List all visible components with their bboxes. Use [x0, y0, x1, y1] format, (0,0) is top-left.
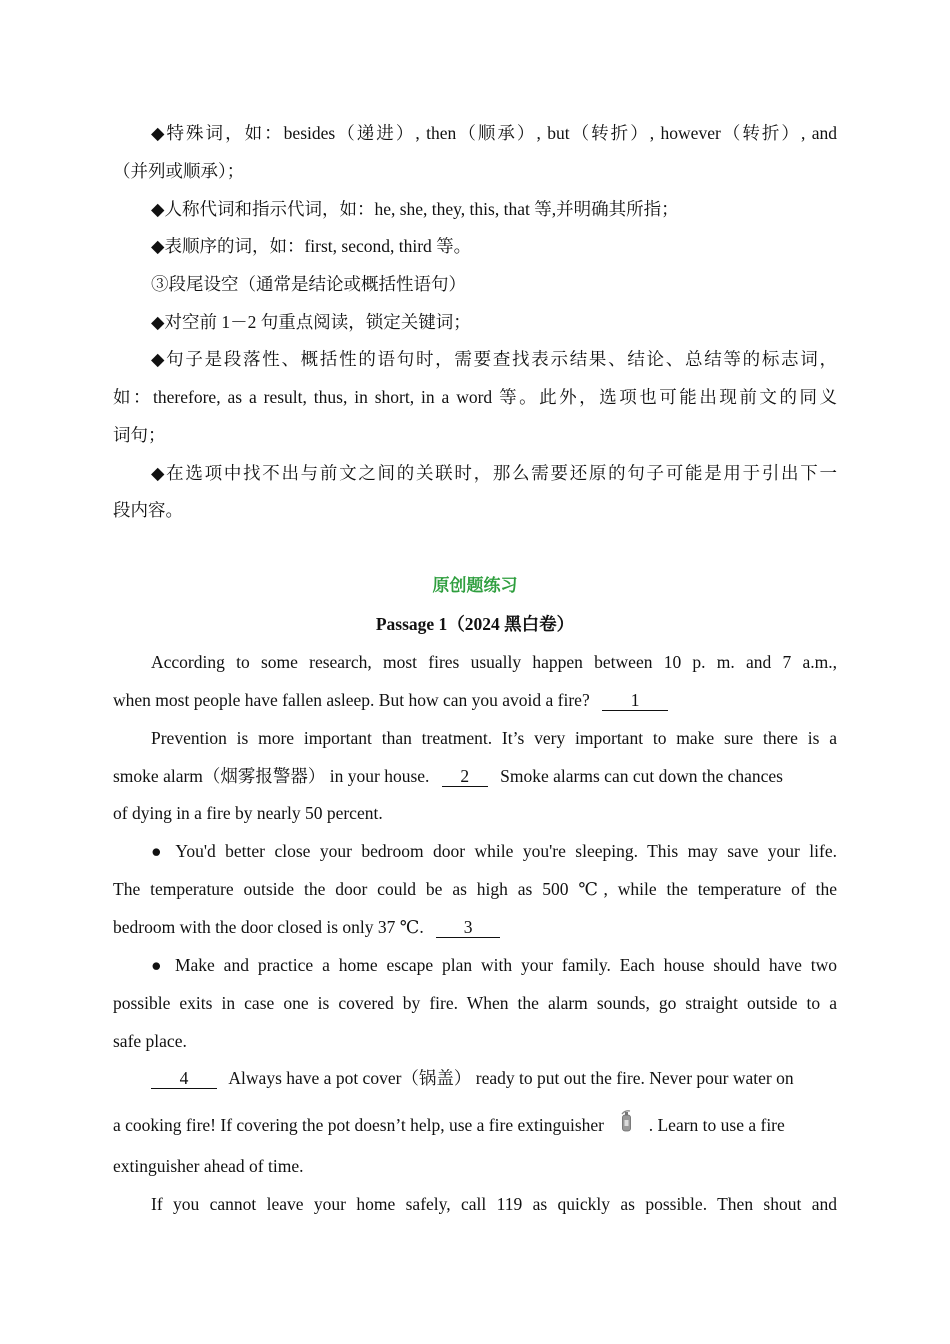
- passage-paragraph-6: If you cannot leave your home safely, call 119 as quickly as possible. Then shout and: [151, 1194, 837, 1214]
- section-title: 原创题练习: [432, 576, 518, 595]
- passage-text: . Learn to use a fire: [648, 1115, 785, 1135]
- tip-end-blank-heading: ③段尾设空（通常是结论或概括性语句）: [151, 274, 466, 294]
- passage-paragraph-2-cont: [113, 764, 837, 788]
- passage-paragraph-4: ● Make and practice a home escape plan with your family. Each house should have two: [151, 955, 837, 975]
- passage-paragraph-5-end: extinguisher ahead of time.: [113, 1156, 304, 1176]
- tip-no-link-cont: 段内容。: [113, 500, 183, 520]
- passage-text: bedroom with the door closed is only 37 ℃.: [113, 917, 424, 937]
- tip-order-words: ◆表顺序的词，如：first, second, third 等。: [151, 236, 472, 256]
- blank-4[interactable]: 4: [151, 1068, 217, 1089]
- blank-1[interactable]: 1: [602, 690, 668, 711]
- passage-paragraph-4-end: safe place.: [113, 1031, 187, 1051]
- passage-title: Passage 1（2024 黑白卷）: [375, 614, 575, 634]
- passage-paragraph-5: [151, 1066, 837, 1090]
- passage-text: Smoke alarms can cut down the chances: [500, 766, 783, 786]
- passage-paragraph-2: Prevention is more important than treatment. It’s very important to make sure there is a: [151, 728, 837, 748]
- passage-paragraph-1-cont: [113, 688, 837, 712]
- passage-paragraph-4-cont: possible exits in case one is covered by fire. When the alarm sounds, go straight outside to a: [113, 993, 837, 1013]
- tip-read-before: ◆对空前 1－2 句重点阅读，锁定关键词；: [151, 312, 471, 332]
- tip-summary-cont: 如：therefore, as a result, thus, in short, in a word 等。此外，选项也可能出现前文的同义: [113, 387, 837, 407]
- blank-2[interactable]: 2: [442, 766, 488, 787]
- blank-3[interactable]: 3: [436, 917, 500, 938]
- tip-special-words: ◆特殊词，如：besides（递进）, then（顺承）, but（转折）, however（转折）, and: [151, 123, 837, 143]
- passage-text: Always have a pot cover（锅盖） ready to put out the fire. Never pour water on: [228, 1068, 794, 1088]
- passage-text: a cooking fire! If covering the pot doesn’t help, use a fire extinguisher: [113, 1115, 604, 1135]
- passage-paragraph-1: According to some research, most fires usually happen between 10 p. m. and 7 a.m.,: [151, 652, 837, 672]
- passage-paragraph-3: ● You'd better close your bedroom door while you're sleeping. This may save your life.: [151, 841, 837, 861]
- passage-paragraph-3-cont: The temperature outside the door could be as high as 500 ℃, while the temperature of the: [113, 879, 837, 899]
- tip-summary-end: 词句；: [113, 425, 166, 445]
- fire-extinguisher-icon: [616, 1109, 636, 1133]
- passage-paragraph-3-end: [113, 915, 837, 939]
- passage-paragraph-2-end: of dying in a fire by nearly 50 percent.: [113, 803, 383, 823]
- tip-special-words-cont: （并列或顺承）；: [113, 161, 245, 181]
- tip-no-link: ◆在选项中找不出与前文之间的关联时，那么需要还原的句子可能是用于引出下一: [151, 463, 837, 483]
- passage-text: when most people have fallen asleep. But how can you avoid a fire?: [113, 690, 590, 710]
- passage-text: smoke alarm（烟雾报警器） in your house.: [113, 766, 430, 786]
- tip-summary: ◆句子是段落性、概括性的语句时，需要查找表示结果、结论、总结等的标志词，: [151, 349, 837, 369]
- passage-paragraph-5-cont: [113, 1109, 837, 1140]
- tip-pronouns: ◆人称代词和指示代词，如：he, she, they, this, that 等,并明确其所指；: [151, 199, 679, 219]
